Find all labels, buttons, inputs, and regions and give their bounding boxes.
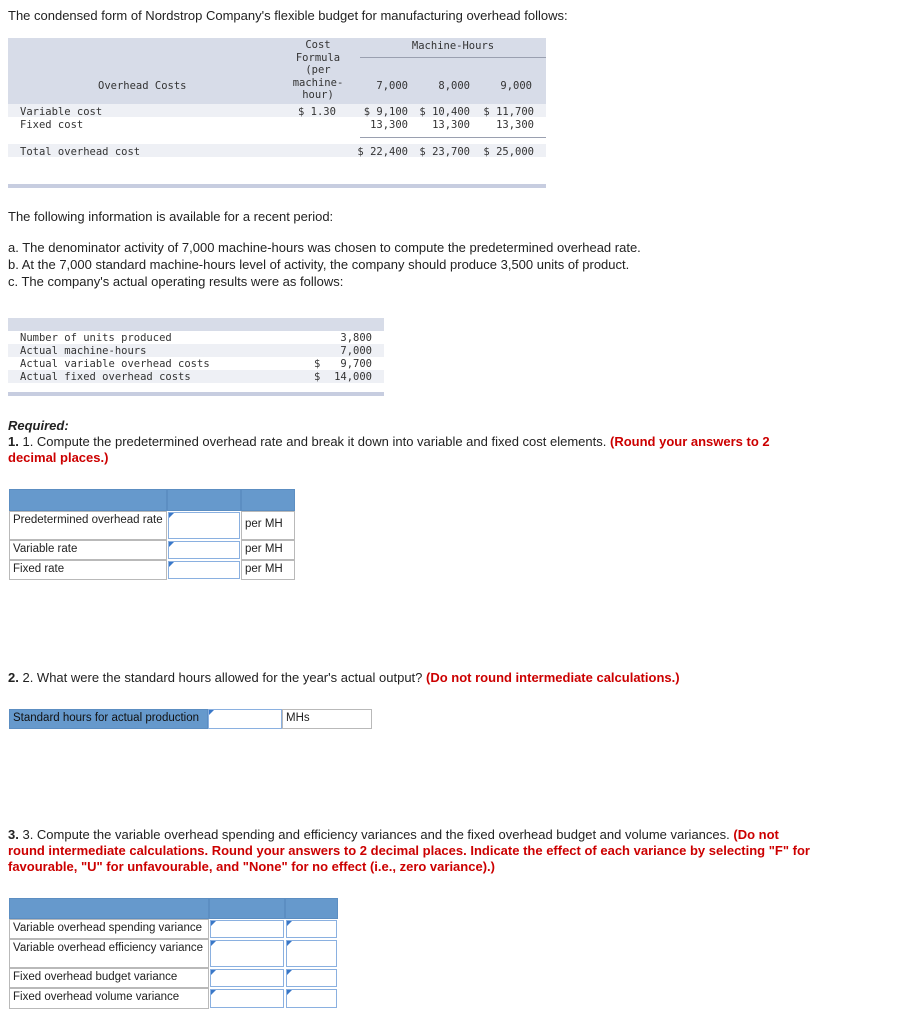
total-9000: $ 25,000 [483,146,534,158]
intro-text: The condensed form of Nordstrop Company's flexible budget for manufacturing overhead follows: [8,8,568,23]
actual-value-units: 3,800 [340,332,372,344]
variable-cost-7000: $ 9,100 [363,106,408,118]
actual-label-variable: Actual variable overhead costs [20,358,210,370]
variable-efficiency-amount-input[interactable] [210,940,284,967]
level-8000: 8,000 [438,80,470,92]
fixed-cost-7000: 13,300 [370,119,408,131]
fixed-volume-effect-select[interactable] [286,989,337,1008]
variable-spending-effect-select[interactable] [286,920,337,938]
fixed-cost-9000: 13,300 [496,119,534,131]
q1-label-fixed-rate: Fixed rate [9,560,167,580]
header-cost-formula: Cost Formula (per machine- hour) [292,39,344,101]
level-7000: 7,000 [376,80,408,92]
fixed-cost-8000: 13,300 [432,119,470,131]
actual-currency-variable: $ [314,358,321,370]
question-2: 2. 2. What were the standard hours allowed for the year's actual output? (Do not round intermediate calculations.) [8,670,680,685]
total-7000: $ 22,400 [357,146,408,158]
variable-spending-amount-input[interactable] [210,920,284,938]
q3-label-fixed-budget: Fixed overhead budget variance [9,968,209,988]
info-c: c. The company's actual operating results were as follows: [8,274,344,289]
row-label-variable-cost: Variable cost [20,106,103,118]
row-label-total-overhead: Total overhead cost [20,146,141,158]
actual-label-fixed: Actual fixed overhead costs [20,371,191,383]
question-1: 1. 1. Compute the predetermined overhead rate and break it down into variable and fixed cost elements. (Round your answers to 2 decimal places.) [8,434,770,465]
q3-label-variable-spending: Variable overhead spending variance [9,919,209,939]
q1-unit-fixed: per MH [241,560,295,580]
header-machine-hours: Machine-Hours [411,40,495,52]
level-9000: 9,000 [500,80,532,92]
fixed-rate-input[interactable] [168,561,240,579]
variable-efficiency-effect-select[interactable] [286,940,337,967]
q1-unit-variable: per MH [241,540,295,560]
info-b: b. At the 7,000 standard machine-hours level of activity, the company should produce 3,500 units of product. [8,257,630,272]
actual-label-mh: Actual machine-hours [20,345,147,357]
variable-cost-formula: $ 1.30 [298,106,336,118]
flexible-budget-table [8,38,546,188]
variable-cost-8000: $ 10,400 [419,106,470,118]
variable-rate-input[interactable] [168,541,240,559]
actual-label-units: Number of units produced [20,332,172,344]
actual-results-table [8,318,384,398]
q2-label: Standard hours for actual production [9,709,208,729]
row-label-fixed-cost: Fixed cost [20,119,84,131]
q1-unit-predetermined: per MH [241,511,295,540]
predetermined-rate-input[interactable] [168,512,240,539]
standard-hours-input[interactable] [208,709,282,729]
info-a: a. The denominator activity of 7,000 machine-hours was chosen to compute the predetermined overhead rate. [8,240,641,255]
q1-label-predetermined-rate: Predetermined overhead rate [9,511,167,540]
variable-cost-9000: $ 11,700 [483,106,534,118]
total-8000: $ 23,700 [419,146,470,158]
required-heading: Required: [8,418,69,433]
info-intro: The following information is available for a recent period: [8,209,334,224]
q2-unit: MHs [282,709,372,729]
q3-label-variable-efficiency: Variable overhead efficiency variance [9,939,209,968]
question-3: 3. 3. Compute the variable overhead spending and efficiency variances and the fixed overhead budget and volume variances. (Do not round intermediate calculations. Round your answers to 2 decimal places. Indicate the effect of each variance by selecting "F" for favourable, "U" for unfavourable, and "None" for no effect (i.e., zero variance).) [8,827,810,874]
actual-value-mh: 7,000 [340,345,372,357]
header-overhead-costs: Overhead Costs [98,80,187,92]
actual-value-fixed: 14,000 [334,371,372,383]
q1-label-variable-rate: Variable rate [9,540,167,560]
q3-label-fixed-volume: Fixed overhead volume variance [9,988,209,1009]
actual-value-variable: 9,700 [340,358,372,370]
actual-currency-fixed: $ [314,371,321,383]
fixed-budget-amount-input[interactable] [210,969,284,987]
fixed-budget-effect-select[interactable] [286,969,337,987]
fixed-volume-amount-input[interactable] [210,989,284,1008]
